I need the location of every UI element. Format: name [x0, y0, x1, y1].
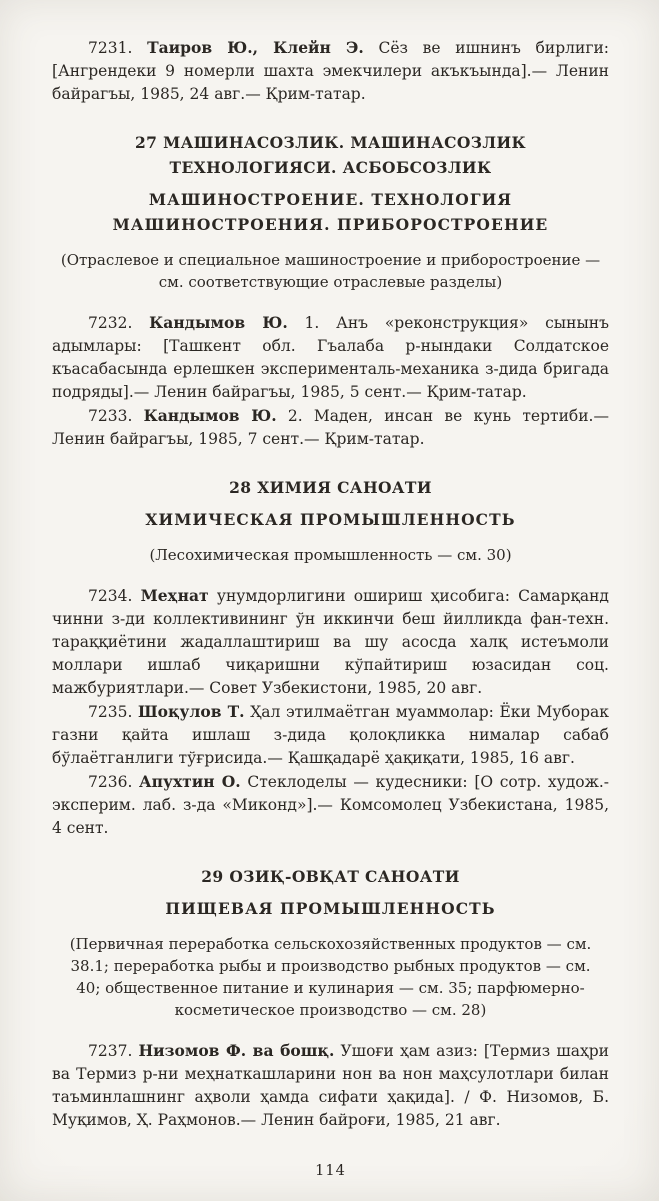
bibliography-entry-7233: [52, 404, 609, 451]
bibliography-entry-7234: [52, 584, 609, 700]
entry-text: 1. Анъ «реконструкция» сынынъ адымлары: [Ташкент обл. Гъалаба р-нындаки Солдатское къасабасында ерлешкен эксперименталь-механика з-дида бригада подряды].— Ленин байрагъы, 1985, 5 сент.— Қрим-татар.: [52, 314, 609, 401]
bibliography-entry-7236: [52, 770, 609, 840]
section-27-note: (Отраслевое и специальное машиностроение и приборостроение — см. соответствующие отраслевые разделы): [60, 251, 601, 291]
entry-title-word: Меҳнат: [140, 586, 209, 605]
section-29-title-russian: ПИЩЕВАЯ ПРОМЫШЛЕННОСТЬ: [165, 899, 496, 918]
section-28-title-uzbek: 28 ХИМИЯ САНОАТИ: [229, 478, 432, 497]
section-28-title-russian: ХИМИЧЕСКАЯ ПРОМЫШЛЕННОСТЬ: [145, 510, 516, 529]
entry-number: 7232.: [88, 314, 133, 332]
section-27: [52, 130, 609, 451]
section-29-note: (Первичная переработка сельскохозяйственных продуктов — см. 38.1; переработка рыбы и производство рыбных продуктов — см. 40; общественное питание и кулинария — см. 35; парфюмерно-косметическое производство — см. 28): [69, 935, 592, 1019]
entry-authors: Таиров Ю., Клейн Э.: [147, 38, 364, 57]
section-27-title-russian: МАШИНОСТРОЕНИЕ. ТЕХНОЛОГИЯ МАШИНОСТРОЕНИЯ. ПРИБОРОСТРОЕНИЕ: [112, 190, 549, 234]
entry-number: 7236.: [88, 773, 133, 791]
entry-authors: Шоқулов Т.: [138, 702, 245, 721]
section-29-title-uzbek: 29 ОЗИҚ-ОВҚАТ САНОАТИ: [201, 867, 460, 886]
entry-authors: Апухтин О.: [139, 772, 241, 791]
section-28-entries: [52, 584, 609, 840]
entry-text: Стеклоделы — кудесники: [О сотр. худож.-эксперим. лаб. з-да «Миконд»].— Комсомолец Узбекистана, 1985, 4 сент.: [52, 773, 610, 837]
entry-number: 7234.: [88, 587, 133, 605]
section-29-entries: [52, 1039, 609, 1132]
entry-text: Ушоғи ҳам азиз: [Термиз шаҳри ва Термиз р-ни меҳнаткашларини нон ва нон маҳсулотлари билан таъминлашнинг аҳволи ҳамда сифати ҳақида]. / Ф. Низомов, Б. Муқимов, Ҳ. Раҳмонов.— Ленин байроғи, 1985, 21 авг.: [52, 1042, 609, 1129]
section-29: [52, 864, 609, 1132]
entry-authors: Кандымов Ю.: [143, 406, 277, 425]
section-27-entries: [52, 311, 609, 451]
entry-text: Ҳал этилмаётган муаммолар: Ёки Муборак газни қайта ишлаш з-дида қолоқликка нималар сабаб бўлаётганлиги тўғрисида.— Қашқадарё ҳақиқати, 1985, 16 авг.: [52, 703, 609, 767]
entry-authors: Кандымов Ю.: [149, 313, 288, 332]
entry-number: 7235.: [88, 703, 133, 721]
bibliography-entry-7232: [52, 311, 609, 404]
entry-authors: Низомов Ф. ва бошқ.: [138, 1041, 335, 1060]
entry-text: 2. Маден, инсан ве кунь тертиби.— Ленин байрагъы, 1985, 7 сент.— Қрим-татар.: [52, 407, 609, 448]
entry-text: унумдорлигини ошириш ҳисобига: Самарқанд чинни з-ди коллективининг ўн иккинчи беш йилликда фан-техн. тараққиётини жадаллаштириш ва шу асосда халқ истеъмоли моллари ишлаб чиқаришни кўпайтириш юзасидан соц. мажбуриятлари.— Совет Узбекистони, 1985, 20 авг.: [52, 587, 609, 697]
page-number: 114: [315, 1163, 346, 1179]
bibliography-entry-7235: [52, 700, 609, 770]
bibliography-entry-7237: [52, 1039, 609, 1132]
section-27-title-uzbek: 27 МАШИНАСОЗЛИК. МАШИНАСОЗЛИК ТЕХНОЛОГИЯСИ. АСБОБСОЗЛИК: [135, 133, 526, 177]
entry-text: Сёз ве ишнинъ бирлиги: [Ангрендеки 9 номерли шахта эмекчилери акъкъында].— Ленин байрагъы, 1985, 24 авг.— Қрим-татар.: [52, 39, 609, 103]
entry-number: 7231.: [88, 39, 133, 57]
bibliography-entry-7231: [52, 36, 609, 106]
section-28-note: (Лесохимическая промышленность — см. 30): [149, 546, 512, 564]
entry-number: 7237.: [88, 1042, 133, 1060]
section-28: [52, 475, 609, 840]
entry-number: 7233.: [88, 407, 133, 425]
